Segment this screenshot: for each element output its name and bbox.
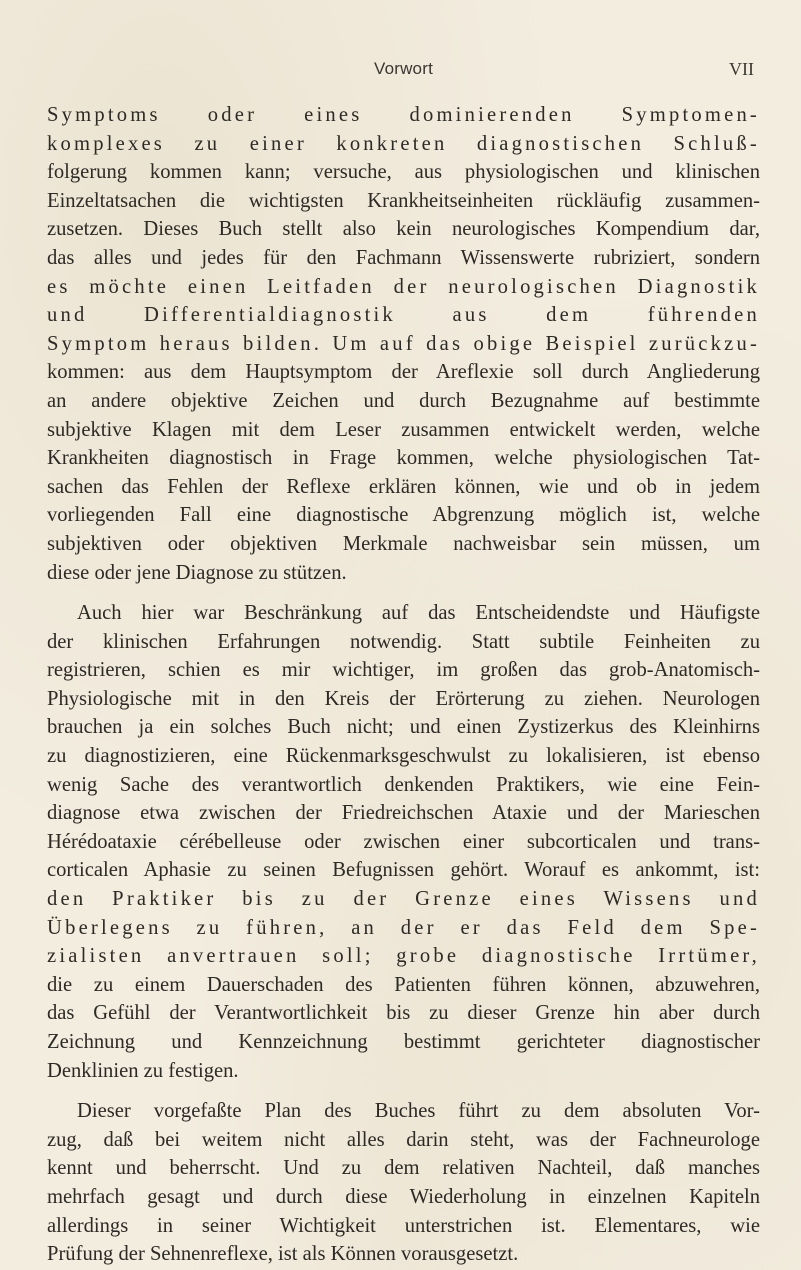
text-line: Hérédoataxie cérébelleuse oder zwischen einer subcorticalen und trans-	[47, 830, 760, 853]
text-line: Symptoms oder eines dominierenden Symptomen-	[47, 104, 760, 126]
text-line: komplexes zu einer konkreten diagnostischen Schluß-	[47, 132, 760, 155]
paragraph-2	[47, 599, 760, 1085]
text-line: zug, daß bei weitem nicht alles darin steht, was der Fachneurologe	[47, 1128, 760, 1151]
text-line: der klinischen Erfahrungen notwendig. Statt subtile Feinheiten zu	[47, 630, 760, 653]
text-line: kommen: aus dem Hauptsymptom der Areflexie soll durch Angliederung	[47, 361, 760, 384]
text-line: an andere objektive Zeichen und durch Bezugnahme auf bestimmte	[47, 389, 760, 412]
text-line: das alles und jedes für den Fachmann Wissenswerte rubriziert, sondern	[47, 246, 760, 269]
text-line: mehrfach gesagt und durch diese Wiederholung in einzelnen Kapiteln	[47, 1185, 760, 1208]
page-number: VII	[729, 59, 754, 79]
text-line: brauchen ja ein solches Buch nicht; und einen Zystizerkus des Kleinhirns	[47, 716, 760, 739]
text-line: folgerung kommen kann; versuche, aus physiologischen und klinischen	[47, 161, 760, 184]
paragraph-1	[47, 101, 760, 587]
text-line: wenig Sache des verantwortlich denkenden Praktikers, wie eine Fein-	[47, 773, 760, 796]
text-line: Prüfung der Sehnenreflexe, ist als Können vorausgesetzt.	[47, 1243, 519, 1266]
text-line: diese oder jene Diagnose zu stützen.	[47, 561, 347, 584]
text-line: vorliegenden Fall eine diagnostische Abgrenzung möglich ist, welche	[47, 504, 760, 527]
text-line: Überlegens zu führen, an der er das Feld dem Spe-	[47, 916, 760, 939]
text-line: diagnose etwa zwischen der Friedreichschen Ataxie und der Marieschen	[47, 802, 760, 825]
text-line: zusetzen. Dieses Buch stellt also kein neurologisches Kompendium dar,	[47, 218, 760, 241]
text-line: die zu einem Dauerschaden des Patienten führen können, abzuwehren,	[47, 973, 760, 996]
body-text	[47, 101, 760, 1269]
text-line: sachen das Fehlen der Reflexe erklären können, wie und ob in jedem	[47, 475, 760, 498]
running-header	[47, 59, 760, 83]
text-line: zialisten anvertrauen soll; grobe diagnostische Irrtümer,	[47, 945, 760, 968]
text-line: es möchte einen Leitfaden der neurologischen Diagnostik	[47, 275, 760, 298]
text-line: Krankheiten diagnostisch in Frage kommen, welche physiologischen Tat-	[47, 447, 760, 470]
text-line: Physiologische mit in den Kreis der Erörterung zu ziehen. Neurologen	[47, 687, 760, 710]
text-line: das Gefühl der Verantwortlichkeit bis zu dieser Grenze hin aber durch	[47, 1002, 760, 1025]
text-line: allerdings in seiner Wichtigkeit unterstrichen ist. Elementares, wie	[47, 1214, 760, 1237]
text-line: kennt und beherrscht. Und zu dem relativen Nachteil, daß manches	[47, 1157, 760, 1180]
text-line: Einzeltatsachen die wichtigsten Krankheitseinheiten rückläufig zusammen-	[47, 189, 760, 212]
paragraph-3	[47, 1097, 760, 1269]
text-line: corticalen Aphasie zu seinen Befugnissen gehört. Worauf es ankommt, ist:	[47, 859, 760, 882]
header-title: Vorwort	[373, 59, 434, 78]
text-line: zu diagnostizieren, eine Rückenmarksgeschwulst zu lokalisieren, ist ebenso	[47, 745, 760, 768]
text-line: Denklinien zu festigen.	[47, 1059, 239, 1082]
text-line: subjektive Klagen mit dem Leser zusammen entwickelt werden, welche	[47, 418, 760, 441]
text-line: den Praktiker bis zu der Grenze eines Wissens und	[47, 888, 760, 911]
text-line: Zeichnung und Kennzeichnung bestimmt gerichteter diagnostischer	[47, 1031, 760, 1053]
text-line: registrieren, schien es mir wichtiger, im großen das grob-Anatomisch-	[47, 659, 760, 682]
text-line: subjektiven oder objektiven Merkmale nachweisbar sein müssen, um	[47, 532, 760, 555]
text-line: Symptom heraus bilden. Um auf das obige Beispiel zurückzu-	[47, 332, 760, 355]
text-line: Dieser vorgefaßte Plan des Buches führt zu dem absoluten Vor-	[77, 1100, 760, 1123]
text-line: und Differentialdiagnostik aus dem führenden	[47, 304, 760, 327]
text-line: Auch hier war Beschränkung auf das Entscheidendste und Häufigste	[77, 602, 760, 625]
